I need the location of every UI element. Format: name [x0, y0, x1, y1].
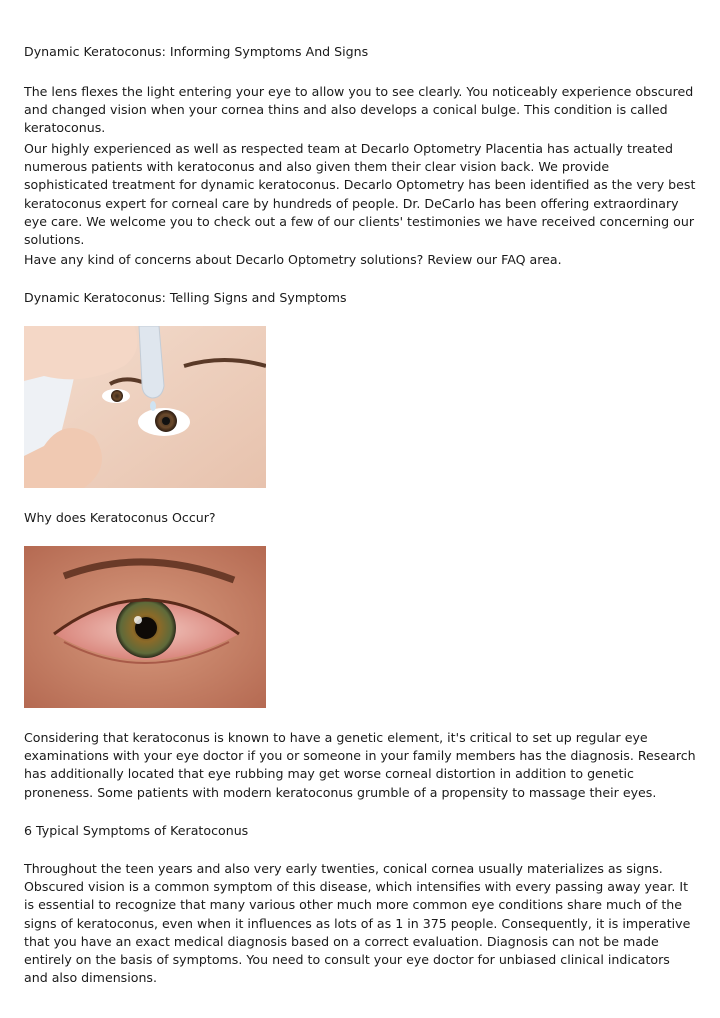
red-eye-photo	[24, 546, 266, 708]
intro-paragraph: The lens flexes the light entering your eye to allow you to see clearly. You noticeably experience obscured and changed vision when your cornea thins and also develops a conical bulge. This condition is called keratoconus.	[24, 84, 694, 136]
eye-drops-photo	[24, 326, 266, 488]
section-heading-telling-signs: Dynamic Keratoconus: Telling Signs and Symptoms	[24, 290, 347, 305]
section-heading-why-occur: Why does Keratoconus Occur?	[24, 510, 216, 525]
faq-paragraph: Have any kind of concerns about Decarlo Optometry solutions? Review our FAQ area.	[24, 252, 562, 267]
section-heading-typical-symptoms: 6 Typical Symptoms of Keratoconus	[24, 823, 249, 838]
team-paragraph: Our highly experienced as well as respected team at Decarlo Optometry Placentia has actually treated numerous patients with keratoconus and also given them their clear vision back. We provide sophisticated treatment for dynamic keratoconus. Decarlo Optometry has been identified as the very best keratoconus expert for corneal care by hundreds of people. Dr. DeCarlo has been offering extraordinary eye care. We welcome you to check out a few of our clients' testimonies we have received concerning our solutions.	[24, 141, 696, 248]
section-heading-informing-symptoms: Dynamic Keratoconus: Informing Symptoms And Signs	[24, 44, 369, 59]
teen-years-paragraph: Throughout the teen years and also very early twenties, conical cornea usually materializes as signs. Obscured vision is a common symptom of this disease, which intensifies with every passing away year. It is essential to recognize that many various other much more common eye conditions share much of the signs of keratoconus, even when it influences as lots of as 1 in 375 people. Consequently, it is imperative that you have an exact medical diagnosis based on a correct evaluation. Diagnosis can not be made entirely on the basis of symptoms. You need to consult your eye doctor for unbiased clinical indicators and also dimensions.	[24, 861, 691, 986]
genetics-paragraph: Considering that keratoconus is known to have a genetic element, it's critical to set up regular eye examinations with your eye doctor if you or someone in your family members has the diagnosis. Research has additionally located that eye rubbing may get worse corneal distortion in addition to genetic proneness. Some patients with modern keratoconus grumble of a propensity to massage their eyes.	[24, 730, 696, 800]
